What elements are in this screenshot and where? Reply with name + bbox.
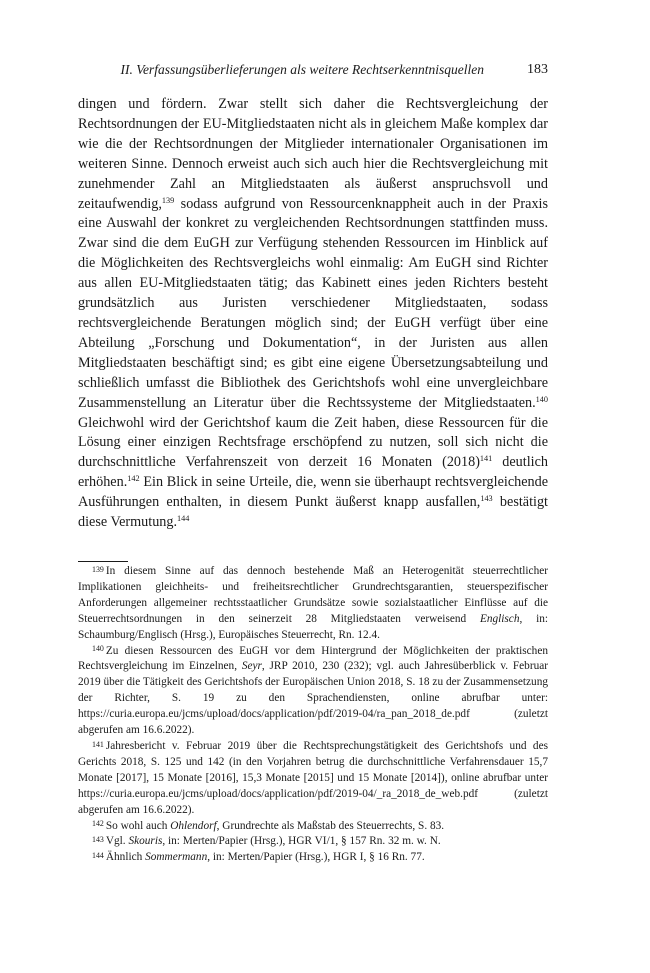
- footnote-ref-144[interactable]: 144: [177, 514, 190, 524]
- footnote-number: 144: [92, 850, 104, 860]
- footnote-separator: [78, 561, 128, 562]
- footnote-ref-141[interactable]: 141: [479, 454, 493, 464]
- footnote-143: [78, 834, 548, 850]
- footnote-number: 141: [92, 739, 104, 749]
- footnote-142: [78, 819, 548, 835]
- footnote-ref-139[interactable]: 139: [161, 195, 175, 205]
- footnote-text: Vgl.: [105, 835, 129, 848]
- footnote-141: [78, 739, 548, 819]
- footnote-number: 142: [92, 819, 104, 829]
- body-text-segment: dingen und fördern. Zwar stellt sich daher die Rechtsvergleichung der Rechtsordnungen der EU-Mitgliedstaaten nicht als in gleichem Maße komplex dar wie die der Rechtsordnungen der Mitglieder internationaler Organisationen im weiteren Sinne. Dennoch erweist auch sich auch hier die Rechtsvergleichung mit zunehmender Zahl an Mitgliedstaaten als äußerst anspruchsvoll und zeitaufwendig,: [78, 96, 548, 212]
- footnote-text: , in: Merten/Papier (Hrsg.), HGR VI/1, § 157 Rn. 32 m. w. N.: [162, 835, 441, 848]
- footnote-number: 143: [92, 835, 104, 845]
- footnotes: [78, 564, 548, 866]
- footnote-139: [78, 564, 548, 644]
- footnote-text: Zu diesen Ressourcen des EuGH vor dem Hintergrund der Möglichkeiten der praktischen Rechtsvergleichung im Einzelnen,: [78, 644, 548, 673]
- footnote-number: 140: [92, 644, 104, 654]
- body-paragraph: [78, 95, 548, 533]
- footnote-text: So wohl auch: [105, 819, 171, 832]
- footnote-144: [78, 850, 548, 866]
- page-number: 183: [527, 62, 548, 77]
- body-text-segment: Gleichwohl wird der Gerichtshof kaum die Zeit haben, diese Ressourcen für die Lösung einer einzigen Rechtsfrage erschöpfend zu nutzen, soll sich nicht die durchschnittliche Verfahrenszeit von derzeit 16 Monaten (2018): [78, 414, 548, 471]
- running-head: II. Verfassungsüberlieferungen als weitere Rechtserkenntnisquellen: [120, 62, 484, 77]
- body-text-segment: Ein Blick in seine Urteile, die, wenn sie überhaupt rechtsvergleichende Ausführungen enthalten, in diesem Punkt äußerst knapp ausfallen,: [78, 474, 548, 511]
- footnote-text: Ähnlich: [105, 851, 146, 864]
- footnote-text: In diesem Sinne auf das dennoch bestehende Maß an Heterogenität steuerrechtlicher Implikationen gleichheits- und freiheitsrechtlicher Grundrechtsgarantien, steuerspezifischer Anforderungen allgemeiner rechtsstaatlicher Grundsätze sowie sozialstaatlicher Einflüsse auf die Steuerrechtsordnungen in den seinerzeit 28 Mitgliedstaaten verweisend: [78, 565, 548, 625]
- body-text-segment: deutlich erhöhen.: [78, 454, 548, 491]
- footnote-author: Englisch: [479, 612, 520, 625]
- footnote-text: , Grundrechte als Maßstab des Steuerrechts, S. 83.: [216, 819, 445, 832]
- footnote-number: 139: [92, 564, 104, 574]
- footnote-author: Ohlendorf: [170, 819, 217, 832]
- footnote-text: , in: Merten/Papier (Hrsg.), HGR I, § 16 Rn. 77.: [207, 851, 425, 864]
- footnote-ref-142[interactable]: 142: [127, 474, 140, 484]
- footnote-140: [78, 644, 548, 739]
- footnote-ref-143[interactable]: 143: [480, 494, 493, 504]
- footnote-text: , JRP 2010, 230 (232); vgl. auch Jahresüberblick v. Februar 2019 über die Tätigkeit des Gerichtshofs der Europäischen Union 2018, S. 18 zu der Zusammensetzung der Richter, S. 19 zu den Sprachendiensten, online abrufbar unter: https://curia.europa.eu/jcms/upload/docs/application/pdf/2019-04/ra_pan_2018_de.pdf (zuletzt abgerufen am 16.6.2022).: [78, 660, 549, 737]
- footnote-ref-140[interactable]: 140: [535, 394, 548, 404]
- footnote-text: Jahresbericht v. Februar 2019 über die Rechtsprechungstätigkeit des Gerichtshofs und des Gerichts 2018, S. 125 und 142 (in den Vorjahren betrug die durchschnittliche Verfahrensdauer 15,7 Monate [2017], 15 Monate [2016], 15,3 Monate [2015] und 15 Monate [2014]), online abrufbar unter https://curia.europa.eu/jcms/upload/docs/application/pdf/2019-04/_ra_2018_de_web.pdf (zuletzt abgerufen am 16.6.2022).: [78, 739, 548, 816]
- body-text-segment: bestätigt diese Vermutung.: [78, 494, 548, 531]
- body-text-segment: sodass aufgrund von Ressourcenknappheit auch in der Praxis eine Auswahl der konkret zu vergleichenden Rechtsordnungen stattfinden muss. Zwar sind die dem EuGH zur Verfügung stehenden Ressourcen im Hinblick auf die Möglichkeiten des Rechtsvergleichs wohl einmalig: Am EuGH sind Richter aus allen EU-Mitgliedstaaten tätig; das Kabinett eines jeden Richters besteht grundsätzlich aus Juristen verschiedener Mitgliedstaaten, sodass rechtsvergleichende Beratungen möglich sind; der EuGH verfügt über eine Abteilung „Forschung und Dokumentation“, in der Juristen aus allen Mitgliedstaaten beschäftigt sind; es gibt eine eigene Übersetzungsabteilung und schließlich umfasst die Bibliothek des Gerichtshofs wohl eine unvergleichbare Zusammenstellung an Literatur über die Rechtssysteme der Mitgliedstaaten.: [78, 195, 548, 411]
- footnote-author: Seyr: [241, 660, 262, 673]
- page-header: [78, 62, 548, 82]
- footnote-text: , in: Schaumburg/Englisch (Hrsg.), Europäisches Steuerrecht, Rn. 12.4.: [78, 612, 549, 641]
- footnote-author: Sommermann: [145, 851, 208, 864]
- footnote-author: Skouris: [128, 835, 163, 848]
